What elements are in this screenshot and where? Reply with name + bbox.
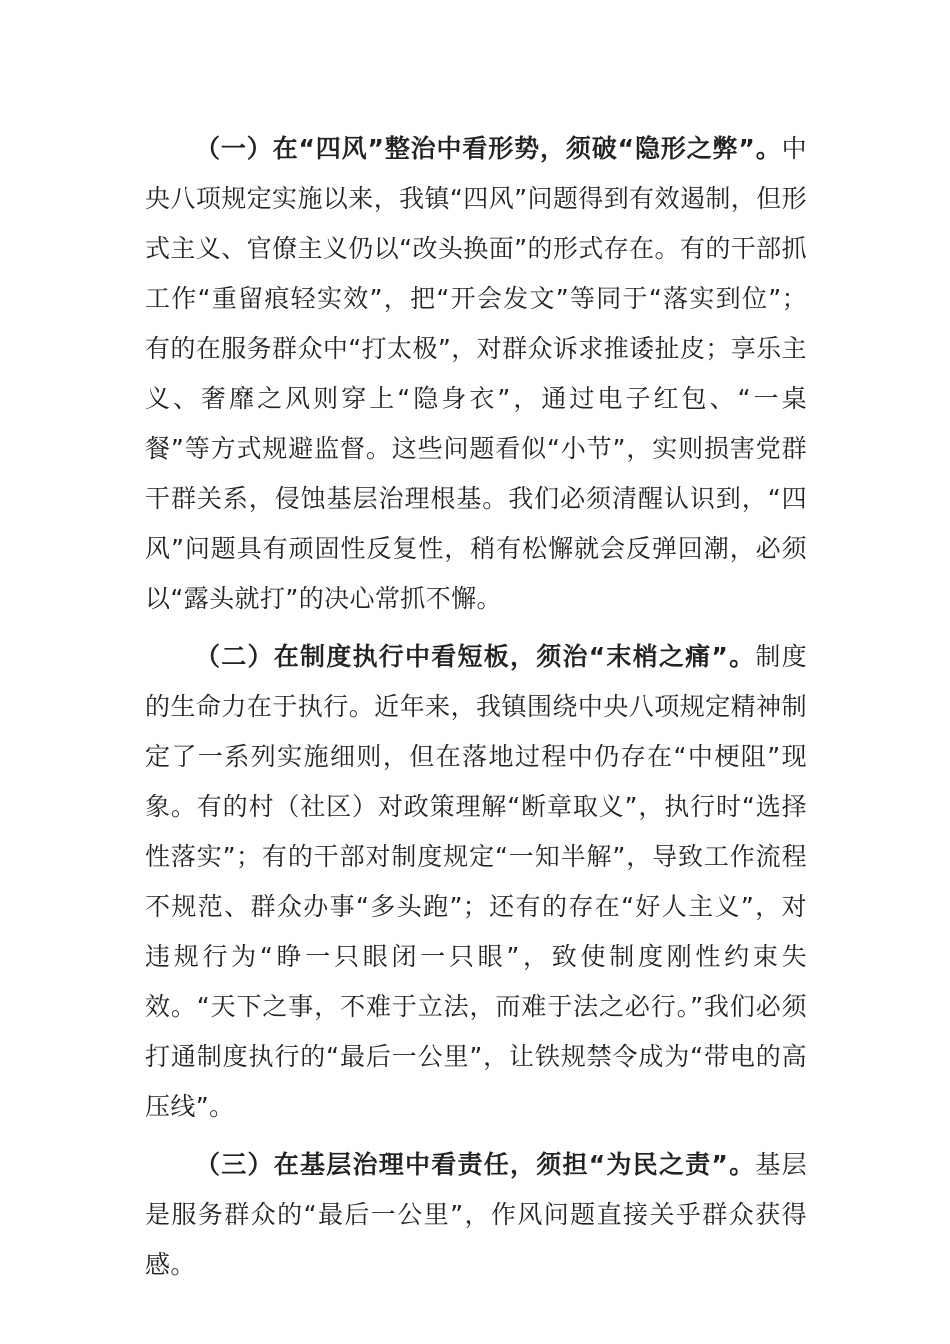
paragraph-1-text: 中央八项规定实施以来，我镇“四风”问题得到有效遏制，但形式主义、官僚主义仍以“改头换面”的形式存在。有的干部抓工作“重留痕轻实效”，把“开会发文”等同于“落实到位”；有的在服务群众中“打太极”，对群众诉求推诿扯皮；享乐主义、奢靡之风则穿上“隐身衣”，通过电子红包、“一桌餐”等方式规避监督。这些问题看似“小节”，实则损害党群干群关系，侵蚀基层治理根基。我们必须清醒认识到，“四风”问题具有顽固性反复性，稍有松懈就会反弹回潮，必须以“露头就打”的决心常抓不懈。: [145, 134, 807, 613]
paragraph-3-text: 基层是服务群众的“最后一公里”，作风问题直接关乎群众获得感。: [145, 1150, 807, 1279]
paragraph-1-heading: （一）在“四风”整治中看形势，须破“隐形之弊”。: [195, 134, 782, 163]
paragraph-2-text: 制度的生命力在于执行。近年来，我镇围绕中央八项规定精神制定了一系列实施细则，但在落地过程中仍存在“中梗阻”现象。有的村（社区）对政策理解“断章取义”，执行时“选择性落实”；有的干部对制度规定“一知半解”，导致工作流程不规范、群众办事“多头跑”；还有的存在“好人主义”，对违规行为“睁一只眼闭一只眼”，致使制度刚性约束失效。“天下之事，不难于立法，而难于法之必行。”我们必须打通制度执行的“最后一公里”，让铁规禁令成为“带电的高压线”。: [145, 642, 807, 1121]
paragraph-2: [145, 632, 807, 1132]
paragraph-1: [145, 124, 807, 624]
document-body: [145, 124, 807, 1290]
paragraph-2-heading: （二）在制度执行中看短板，须治“末梢之痛”。: [195, 642, 756, 671]
paragraph-3: [145, 1140, 807, 1290]
paragraph-3-heading: （三）在基层治理中看责任，须担“为民之责”。: [195, 1150, 756, 1179]
